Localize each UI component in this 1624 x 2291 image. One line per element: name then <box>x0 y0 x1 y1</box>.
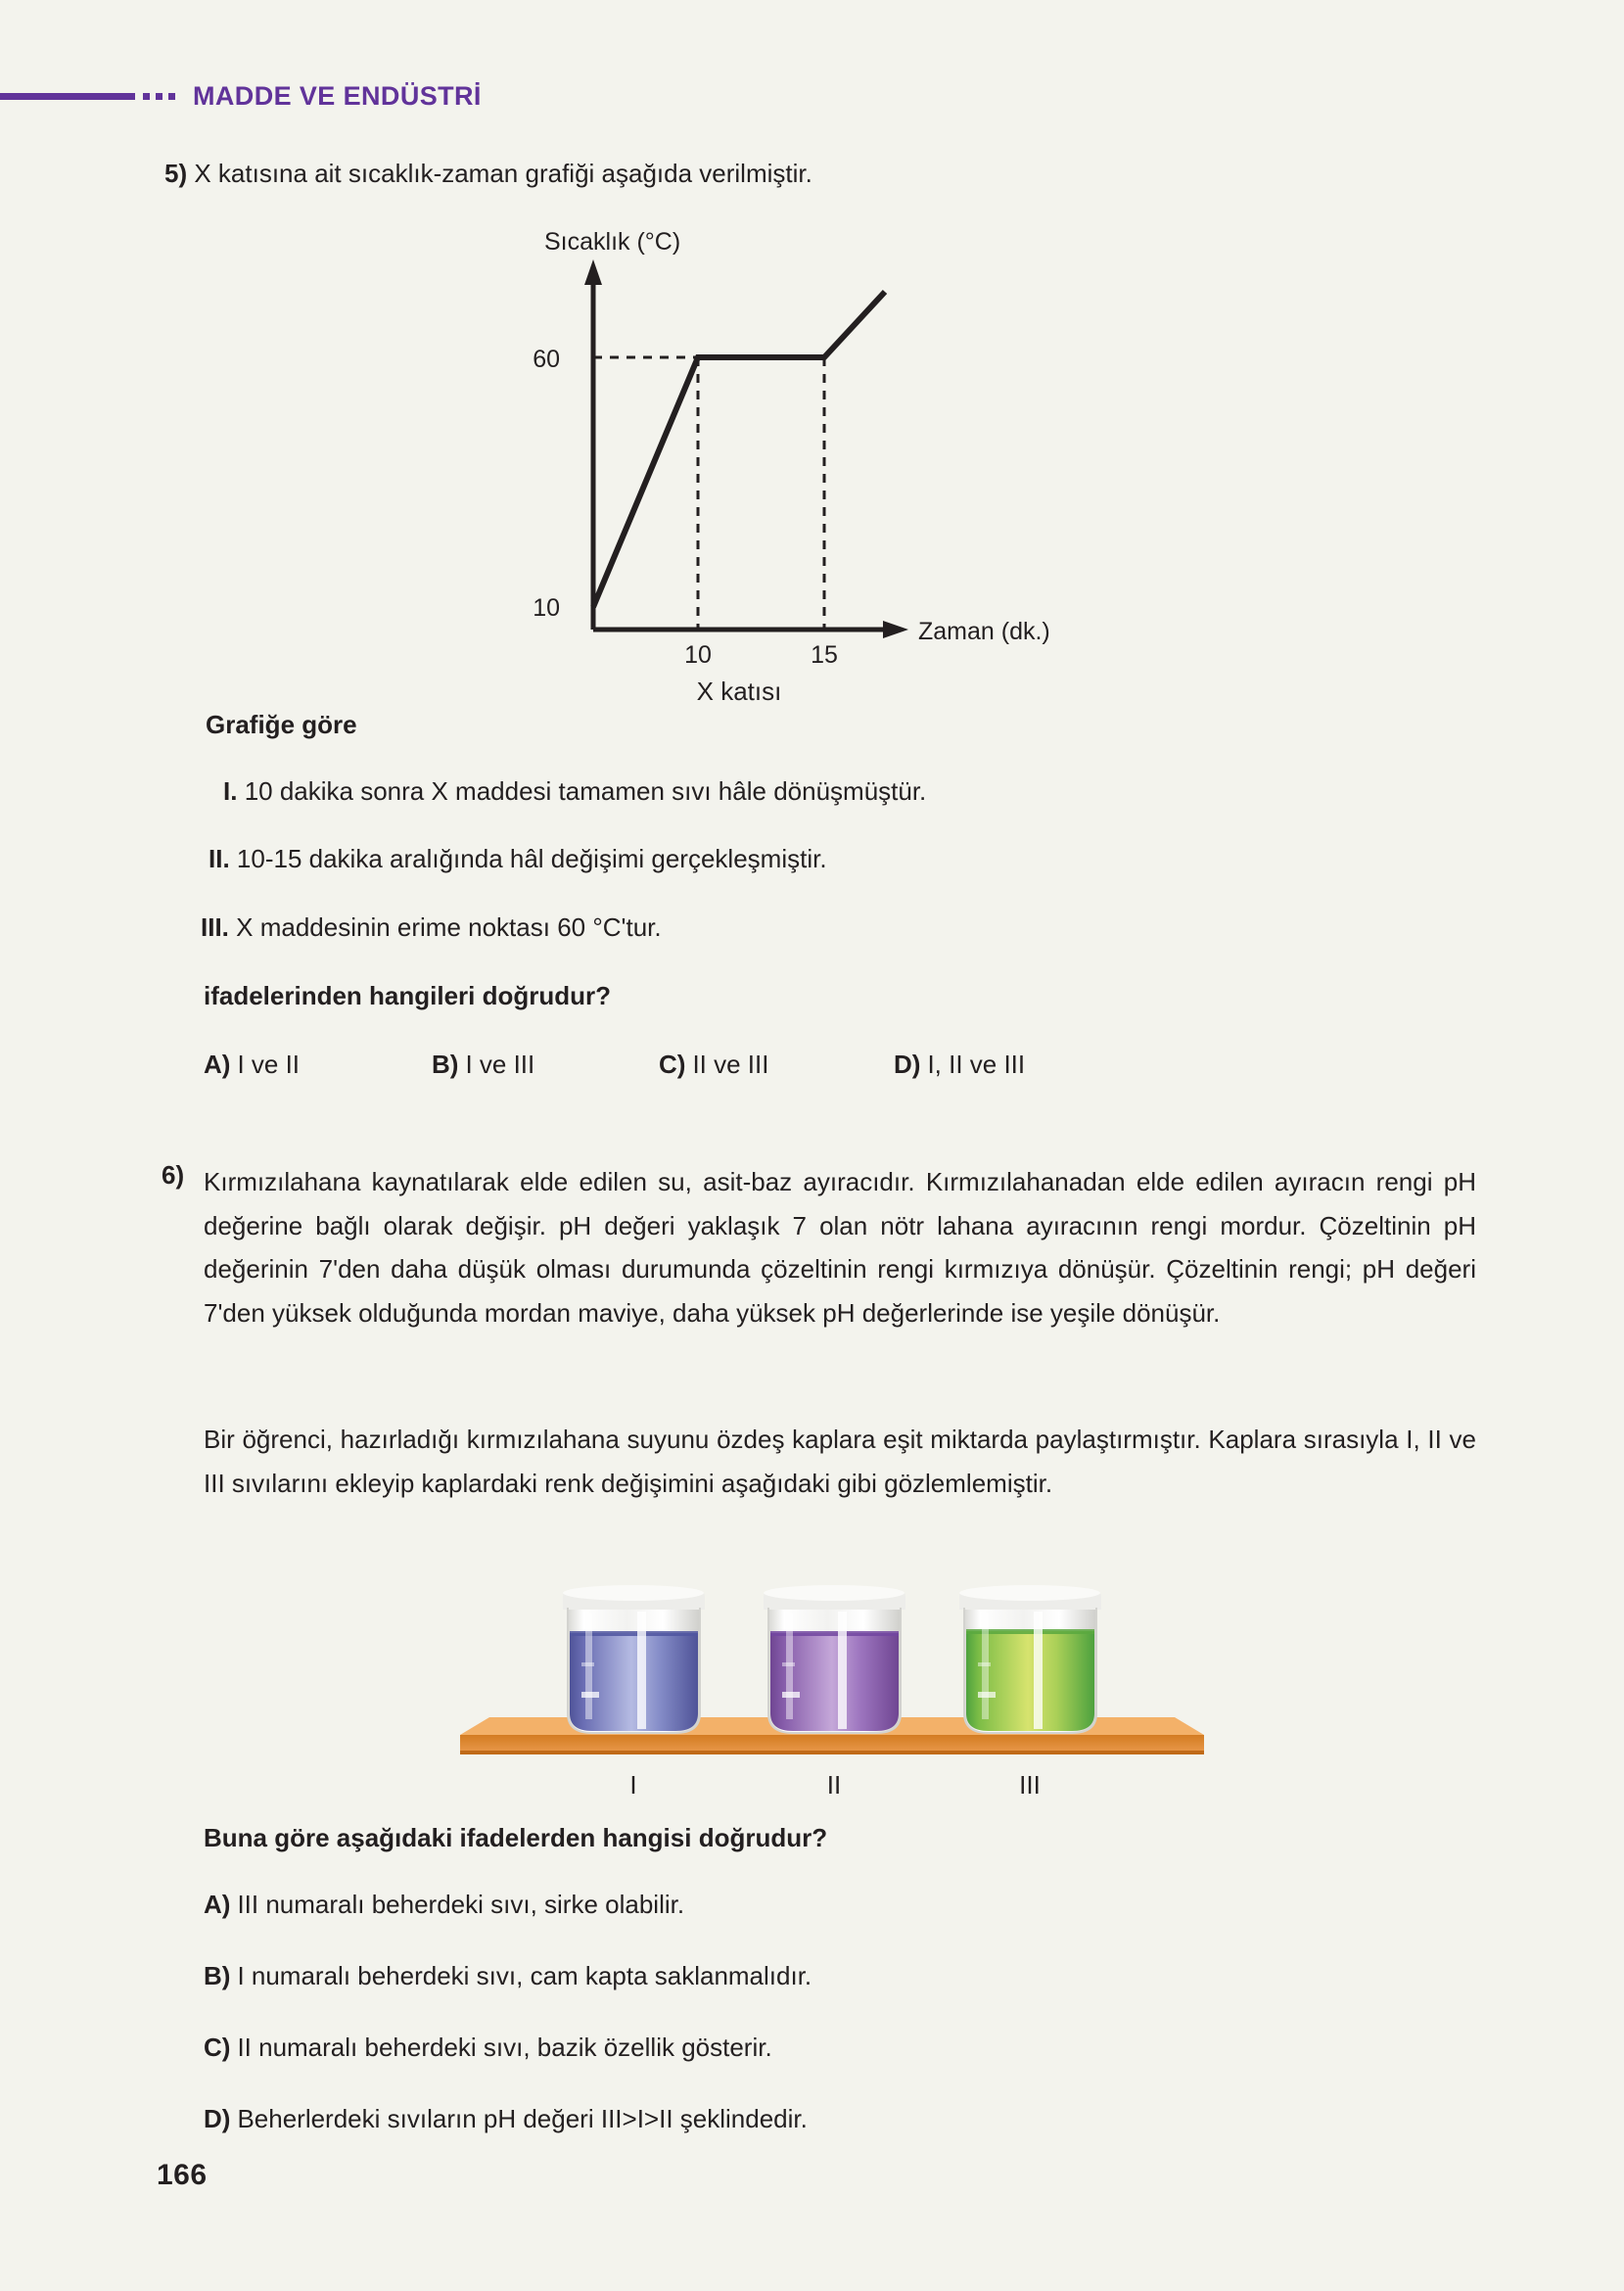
page-header <box>0 76 1624 116</box>
question-6-option-d[interactable] <box>204 2104 1476 2134</box>
q6-option-c-letter: C) <box>204 2033 231 2062</box>
statement-1-label: I. <box>223 776 238 806</box>
q6-option-c-text: II numaralı beherdeki sıvı, bazik özellik gösterir. <box>237 2033 772 2062</box>
question-5-option-a[interactable] <box>204 1050 432 1080</box>
option-d-letter: D) <box>894 1050 921 1079</box>
chart-y-tick-10: 10 <box>533 594 560 622</box>
question-5-number: 5) <box>164 159 188 188</box>
question-5-statement-3 <box>201 912 662 943</box>
q6-option-d-letter: D) <box>204 2104 231 2133</box>
option-c-letter: C) <box>659 1050 686 1079</box>
option-c-text: II ve III <box>692 1050 769 1079</box>
option-d-text: I, II ve III <box>927 1050 1026 1079</box>
question-5-lead-in: Grafiğe göre <box>206 710 357 739</box>
chart-y-tick-60: 60 <box>533 346 560 373</box>
beaker-2 <box>764 1585 905 1733</box>
option-b-letter: B) <box>432 1050 459 1079</box>
q6-option-d-text: Beherlerdeki sıvıların pH değeri III>I>II şeklindedir. <box>237 2104 808 2133</box>
beaker-2-label: II <box>826 1770 842 1800</box>
question-6-number: 6) <box>162 1160 185 1190</box>
question-5-statement-2 <box>209 844 827 874</box>
q6-option-a-text: III numaralı beherdeki sıvı, sirke olabilir. <box>237 1890 685 1919</box>
statement-2-label: II. <box>209 844 230 873</box>
chart-x-tick-15: 15 <box>811 641 838 669</box>
question-6-option-b[interactable] <box>204 1961 1476 1991</box>
temperature-time-chart <box>489 220 1077 706</box>
question-6-paragraph-2: Bir öğrenci, hazırladığı kırmızılahana suyunu özdeş kaplara eşit miktarda paylaştırmıştır. Kaplara sırasıyla I, II ve III sıvılarını ekleyip kaplardaki renk değişimini aşağıdaki gibi gözlemlemiştir. <box>204 1425 1476 1498</box>
q6-option-a-letter: A) <box>204 1890 231 1919</box>
q6-option-b-letter: B) <box>204 1961 231 1990</box>
header-dots-icon <box>143 93 175 100</box>
option-b-text: I ve III <box>465 1050 535 1079</box>
question-5-option-b[interactable] <box>432 1050 659 1080</box>
question-5-statement-1 <box>223 776 926 807</box>
page-number: 166 <box>157 2159 208 2191</box>
statement-3-text: X maddesinin erime noktası 60 °C'tur. <box>236 912 662 942</box>
question-5-option-c[interactable] <box>659 1050 894 1080</box>
option-a-text: I ve II <box>237 1050 301 1079</box>
chart-y-axis-label: Sıcaklık (°C) <box>544 228 681 256</box>
question-5-stem <box>164 157 1417 191</box>
q6-option-b-text: I numaralı beherdeki sıvı, cam kapta saklanmalıdır. <box>237 1961 812 1990</box>
beakers-illustration <box>445 1566 1219 1811</box>
statement-2-text: 10-15 dakika aralığında hâl değişimi gerçekleşmiştir. <box>236 844 827 873</box>
question-5-option-d[interactable] <box>894 1050 1025 1080</box>
question-6-option-c[interactable] <box>204 2033 1476 2063</box>
beaker-3 <box>959 1585 1101 1733</box>
chart-x-axis-label: Zaman (dk.) <box>918 618 1050 645</box>
question-6-options <box>204 1890 1476 2175</box>
question-5-options <box>204 1050 1183 1080</box>
question-6-option-a[interactable] <box>204 1890 1476 1920</box>
header-rule <box>0 93 135 100</box>
option-a-letter: A) <box>204 1050 231 1079</box>
question-6-paragraph-1: Kırmızılahana kaynatılarak elde edilen su, asit-baz ayıracıdır. Kırmızılahanadan elde edilen ayıracın rengi pH değerine bağlı olarak değişir. pH değeri yaklaşık 7 olan nötr lahana ayıracının rengi mordur. Çözeltinin pH değerinin 7'den daha düşük olması durumunda çözeltinin rengi kırmızıya dönüşür. Çözeltinin rengi; pH değeri 7'den yüksek olduğunda mordan maviye, daha yüksek pH değerlerinde ise yeşile dönüşür. <box>204 1167 1476 1329</box>
beaker-1 <box>563 1585 705 1733</box>
beaker-1-label: I <box>629 1770 637 1800</box>
chart-caption: X katısı <box>696 677 782 706</box>
page-title: MADDE VE ENDÜSTRİ <box>193 80 482 111</box>
question-6-prompt: Buna göre aşağıdaki ifadelerden hangisi doğrudur? <box>204 1823 828 1852</box>
statement-1-text: 10 dakika sonra X maddesi tamamen sıvı hâle dönüşmüştür. <box>244 776 927 806</box>
beaker-3-label: III <box>1019 1770 1041 1800</box>
question-5-stem-text: X katısına ait sıcaklık-zaman grafiği aşağıda verilmiştir. <box>194 159 812 188</box>
question-5-prompt: ifadelerinden hangileri doğrudur? <box>204 981 612 1010</box>
chart-x-tick-10: 10 <box>684 641 712 669</box>
statement-3-label: III. <box>201 912 229 942</box>
